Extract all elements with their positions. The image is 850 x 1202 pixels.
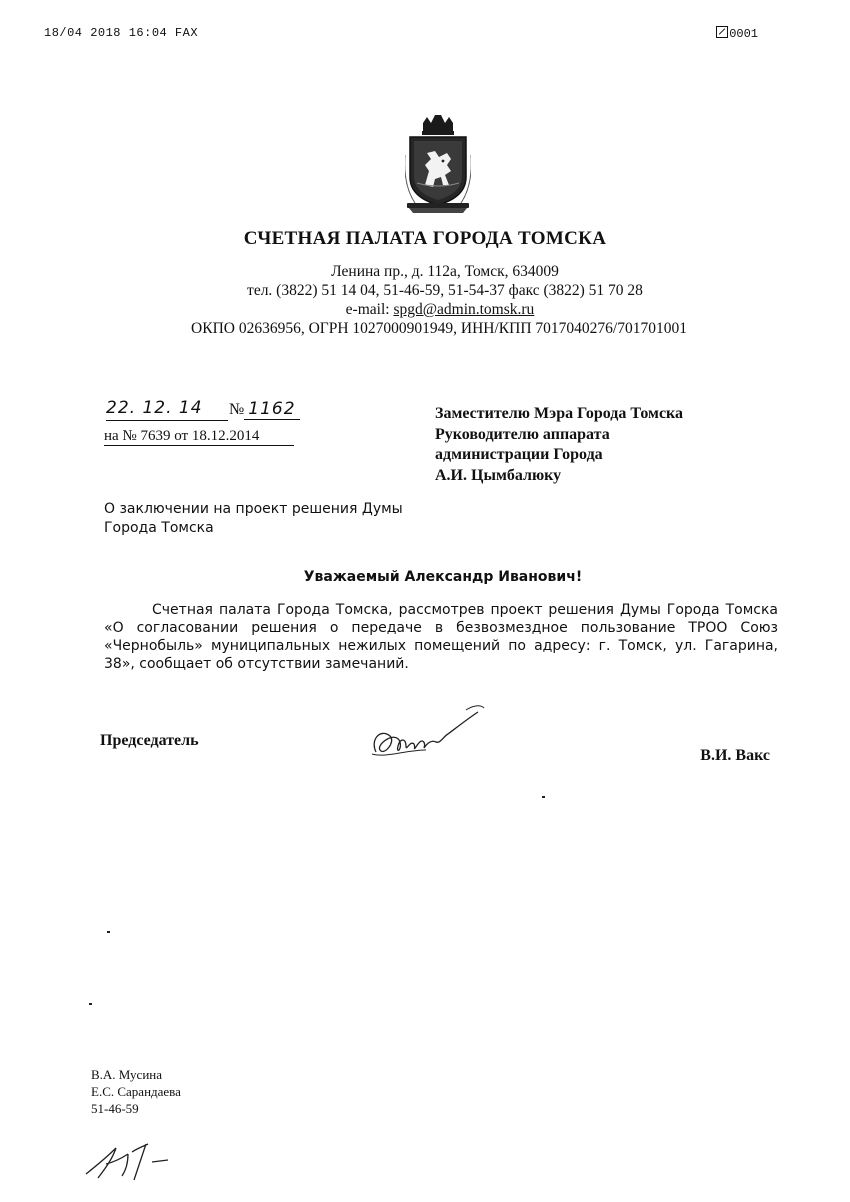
signatory-role: Председатель [100,732,199,749]
email-label: e-mail: [345,301,390,318]
reply-reference-text: на № 7639 от 18.12.2014 [104,428,294,446]
addressee-block [435,404,683,486]
addressee-line: А.И. Цымбалюку [435,466,562,484]
handwritten-signature-icon [366,700,491,775]
fax-page-number [716,26,758,41]
signatory-name: В.И. Вакс [700,747,770,764]
fax-page-number-text: 0001 [729,27,758,41]
outgoing-number-handwritten: 1162 [244,399,299,420]
addressee-line: Заместителю Мэра Города Томска [435,405,684,422]
outgoing-number [229,399,309,419]
outgoing-date-handwritten: 22. 12. 14 [106,398,228,421]
scan-speck [107,931,110,933]
reply-reference [104,428,294,446]
number-sign: № [229,401,245,418]
executor-phone: 51-46-59 [91,1101,139,1116]
scan-speck [542,796,545,798]
organization-contacts [0,262,850,338]
initials-signature-icon [82,1136,192,1191]
fax-header: 18/04 2018 16:04 FAX [44,26,199,40]
executor-line: Е.С. Сарандаева [91,1084,181,1099]
executor-line: В.А. Мусина [91,1067,162,1082]
scan-speck [89,1003,92,1005]
organization-phones: тел. (3822) 51 14 04, 51-46-59, 51-54-37 факс (3822) 51 70 28 [247,282,643,299]
coat-of-arms-icon [405,115,471,220]
addressee-line: администрации Города [435,446,603,463]
organization-email-line [0,300,850,319]
addressee-line: Руководителю аппарата [435,425,610,443]
organization-address: Ленина пр., д. 112а, Томск, 634009 [331,263,559,280]
email-link[interactable]: spgd@admin.tomsk.ru [393,301,535,318]
letter-subject: О заключении на проект решения Думы Города Томска [104,501,403,536]
fax-page-icon [716,26,728,38]
letter-body: Счетная палата Города Томска, рассмотрев проект решения Думы Города Томска «О согласовании решения о передаче в безвозмездное пользование ТРОО Союз «Чернобыль» муниципальных нежилых помещений по адресу: г. Томск, ул. Гагарина, 38», сообщает об отсутствии замечаний. [104,602,778,672]
organization-title: СЧЕТНАЯ ПАЛАТА ГОРОДА ТОМСКА [243,228,607,249]
letter-greeting: Уважаемый Александр Иванович! [303,569,583,585]
organization-registry: ОКПО 02636956, ОГРН 1027000901949, ИНН/КПП 7017040276/701701001 [191,320,687,337]
executors-block [91,1066,181,1117]
